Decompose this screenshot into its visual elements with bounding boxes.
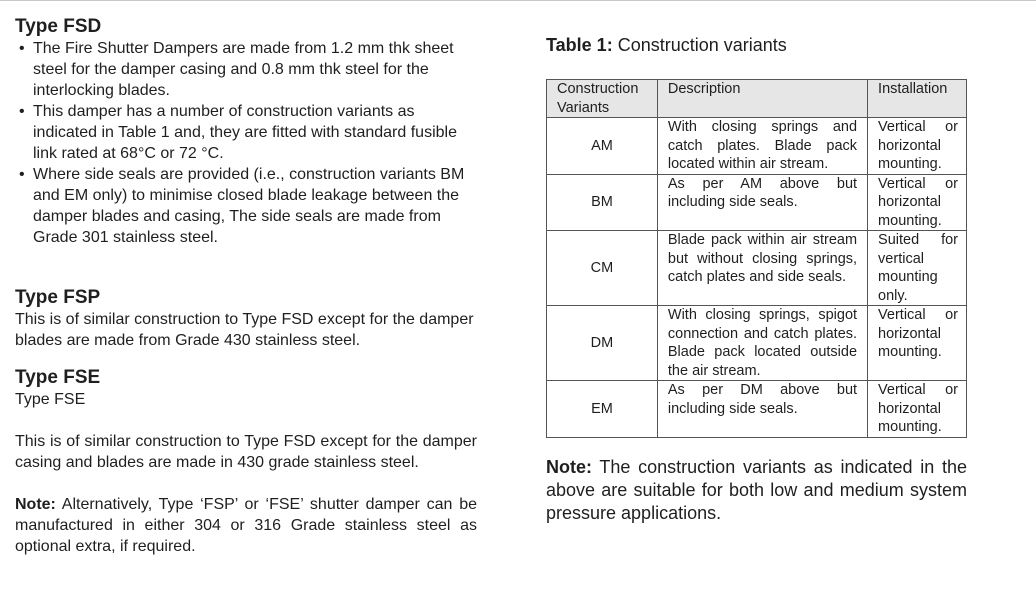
variant-cell: DM (547, 306, 658, 381)
right-note (546, 456, 967, 525)
description-cell: With closing springs and catch plates. Blade pack located within air stream. (657, 118, 867, 175)
construction-variants-table (546, 79, 967, 438)
installation-cell: Vertical or horizontal mounting. (868, 174, 967, 231)
table-row (547, 306, 967, 381)
description-cell: As per DM above but including side seals. (657, 381, 867, 438)
fsd-bullet-list (15, 38, 477, 248)
left-note (15, 494, 477, 557)
right-note-label: Note: (546, 457, 592, 477)
fsd-bullet: • The Fire Shutter Dampers are made from 1.2 mm thk sheet steel for the damper casing and 0.8 mm thk steel for the interlocking blades. (15, 38, 477, 101)
fse-subtitle: Type FSE (15, 391, 86, 408)
top-divider (0, 0, 1036, 1)
description-cell: Blade pack within air stream but without closing springs, catch plates and side seals. (657, 231, 867, 306)
variant-cell: AM (547, 118, 658, 175)
table-row (547, 381, 967, 438)
table-caption (546, 34, 787, 56)
description-cell: As per AM above but including side seals. (657, 174, 867, 231)
left-note-label: Note: (15, 496, 56, 513)
description-cell: With closing springs, spigot connection and catch plates. Blade pack located outside the air stream. (657, 306, 867, 381)
heading-type-fsp: Type FSP (15, 287, 101, 308)
heading-type-fsd: Type FSD (15, 16, 102, 37)
variant-cell: CM (547, 231, 658, 306)
table-row (547, 231, 967, 306)
installation-cell: Vertical or horizontal mounting. (868, 306, 967, 381)
table-row (547, 174, 967, 231)
table-row (547, 118, 967, 175)
header-installation: Installation (868, 80, 967, 118)
fsd-bullet: • This damper has a number of construction variants as indicated in Table 1 and, they are fitted with standard fusible link rated at 68°C or 72 °C. (15, 101, 477, 164)
variant-cell: BM (547, 174, 658, 231)
fse-paragraph: This is of similar construction to Type FSD except for the damper casing and blades are made in 430 grade stainless steel. (15, 433, 477, 471)
variant-cell: EM (547, 381, 658, 438)
installation-cell: Vertical or horizontal mounting. (868, 381, 967, 438)
header-construction-variants: Construction Variants (547, 80, 658, 118)
table-header-row (547, 80, 967, 118)
right-note-text: The construction variants as indicated in the above are suitable for both low and medium system pressure applications. (546, 457, 967, 523)
fsd-bullet: • Where side seals are provided (i.e., construction variants BM and EM only) to minimise closed blade leakage between the damper blades and casing, The side seals are made from Grade 301 stainless steel. (15, 164, 477, 248)
table-caption-text: Construction variants (612, 35, 787, 55)
installation-cell: Suited for vertical mounting only. (868, 231, 967, 306)
fsp-paragraph: This is of similar construction to Type FSD except for the damper blades are made from Grade 430 stainless steel. (15, 311, 474, 349)
header-description: Description (657, 80, 867, 118)
installation-cell: Vertical or horizontal mounting. (868, 118, 967, 175)
left-note-text: Alternatively, Type ‘FSP’ or ‘FSE’ shutter damper can be manufactured in either 304 or 316 Grade stainless steel as optional extra, if required. (15, 496, 477, 555)
heading-type-fse: Type FSE (15, 367, 101, 388)
left-column (15, 16, 477, 557)
table-caption-label: Table 1: (546, 35, 613, 55)
